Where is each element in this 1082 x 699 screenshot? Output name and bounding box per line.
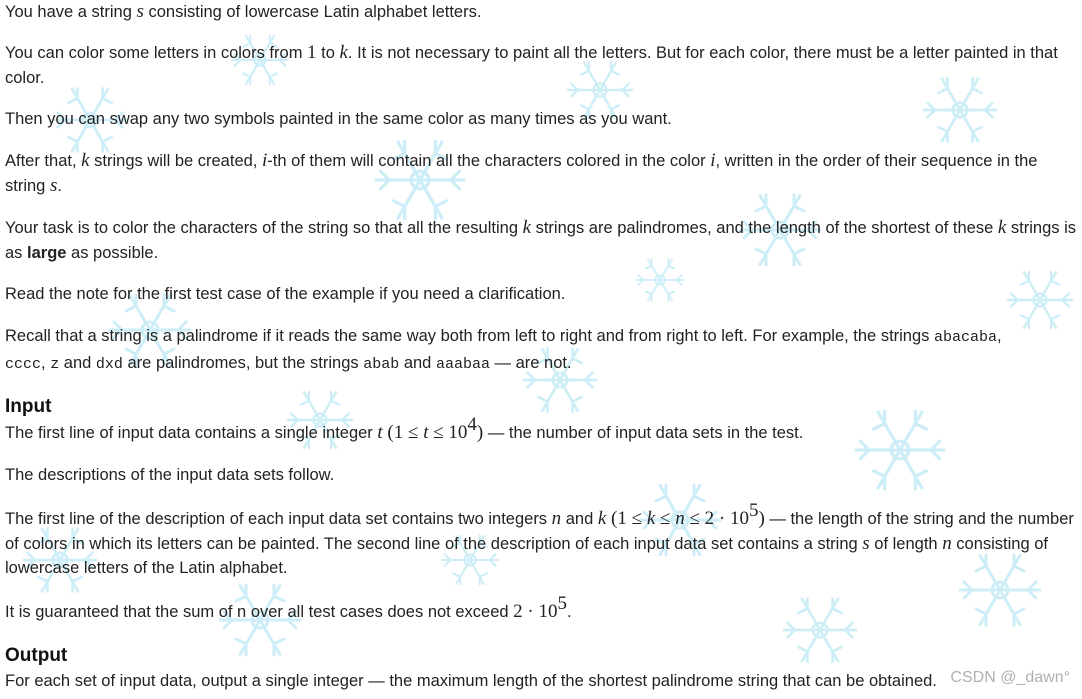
input-heading: Input <box>5 396 52 417</box>
statement-paragraph-6: Read the note for the first test case of the example if you need a clarification. <box>5 285 566 303</box>
input-paragraph-1: The first line of input data contains a single integer t $(1 \le t \le 10^4)$ — the number of input data sets in the test. <box>5 414 804 443</box>
csdn-watermark: CSDN @_dawn° <box>950 669 1070 686</box>
statement-paragraph-4: After that, k strings will be created, i-th of them will contain all the characters colored in the color i, written in the order of their sequence in the string s. <box>5 150 1038 196</box>
output-paragraph-1: For each set of input data, output a single integer — the maximum length of the shortest palindrome string that can be obtained. <box>5 672 937 690</box>
input-paragraph-4: It is guaranteed that the sum of n over all test cases does not exceed $2 \cdot 10^5$. <box>5 593 572 622</box>
statement-paragraph-3: Then you can swap any two symbols painted in the same color as many times as you want. <box>5 110 672 128</box>
statement-paragraph-5: Your task is to color the characters of the string so that all the resulting k strings are palindromes, and the length of the shortest of these k strings is as large as possible. <box>5 217 1076 262</box>
statement-paragraph-7: Recall that a string is a palindrome if it reads the same way both from left to right and from right to left. For example, the strings abacaba, cccc, z and dxd are palindromes, but the strings abab and aaabaa — are not. <box>5 327 1002 373</box>
statement-paragraph-2: You can color some letters in colors from 1 to k. It is not necessary to paint all the letters. But for each color, there must be a letter painted in that color. <box>5 42 1058 87</box>
input-paragraph-3: The first line of the description of each input data set contains two integers n and k $(1 \le k \le n \le 2 \cdot 10^5)$ — the length of the string and the number of colors in which its letters can be painted. The second line of the description of each input data set contains a string s of length n consisting of lowercase letters of the Latin alphabet. <box>5 500 1074 577</box>
output-heading: Output <box>5 645 68 666</box>
statement-paragraph-1: You have a string s consisting of lowercase Latin alphabet letters. <box>5 1 482 22</box>
input-paragraph-2: The descriptions of the input data sets follow. <box>5 466 335 484</box>
